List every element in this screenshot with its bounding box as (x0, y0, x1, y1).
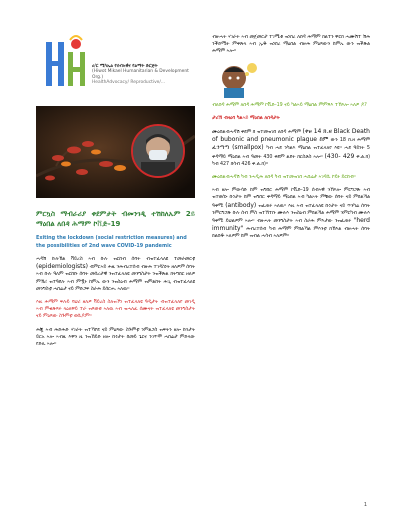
left-p1-text-b: ብምርኣይ ሕዚ ንሕብረተሰብ ብዙሕ ተገዳስነት ዘለዎም ሰባት ኣብ ኩሉ ዓለም ዝርከቡ ሰባት መሰረታዊ ንዝተፈላለዩ መንግስታት ንዝቕጽል ክትግበር ዘለዎ ምኽሪ ዝተዓደሉ ኣብ ምዃኑ ከምኡ ውን ንዝስዕብ ሕማም ዝምልከት ሕጊ ብዝተፈላለዩ መንግስቲ ሓበሬታ ናይ ምድጋፍ ስራሕ ይሰርሑ ኣለዉ። (36, 265, 196, 292)
hero-image (36, 106, 195, 198)
left-paragraph-2: እዚ ሕማም ፍሉይ ባህሪ ዘለዎ ቫይረስ ስለዝኾነ ዝተፈላለዩ ዓዲታት ብዝተፈላለየ መገዲ ኣብ ምቁጽጻሩ ላዕለዋይ ተራ ዝጻወቱ ኣለዉ ኣብ ዝሓለፈ ሰሙናት ዝተፈላለዩ መንግስታት ናይ ምዕጻው ስጉምቲ ወሲዶም። (36, 300, 195, 320)
right-p4-text-c: ካብ ሓደ ንካልእ ማዕበል ዝተፈላለየ እዩ። ሓደ ዓይነት 5 ቀዳማይ ማዕበል ኣብ ዓመት 430 ቀደም ልደት ክርስቶስ ኣሎ። (212, 146, 370, 160)
right-paragraph-2: ብለበዳ ሕማም ለበዳ ሕማም ኮቪድ-19 ናይ ካልኣይ ማዕበል ምምጻእ ተኽእሎ ኣለዎ ዶ? (212, 102, 367, 108)
left-column (36, 34, 195, 348)
right-column (212, 34, 370, 241)
org-name-line2: (Hiwot Mikael Humanitarian & Development Org.) (92, 69, 189, 80)
organization-logo (36, 34, 195, 106)
thinking-person-icon (214, 60, 260, 98)
right-p4-number: (430- 429 (324, 152, 355, 160)
right-p4-text-b: ውን 18 ክ.ዘ ሕማም (330, 138, 371, 144)
organization-name (92, 64, 195, 86)
right-p6-english-2: "herd immunity" (212, 217, 370, 233)
document-subtitle: Exiting the lockdown (social restriction measures) and the possibilities of 2nd wave COVID-19 pandemic (36, 235, 187, 249)
document-title: ምርኳስ ማብራሪያ ቀደምታት ብመንገዲ ተሽከለኡም 2ይ ማዕበል ለበዳ ሕማም ኮቪድ-19 (36, 210, 195, 228)
left-paragraph-3: ሕጂ ኣብ ሕድሕድ ሃገራት ዝተኻየደ ናይ ምዕጻው ስጉምቲ ንምልጋስ ዝፍትን ዘሎ ኩነታት ይርአ ኣሎ ኣብዚ እዋን ዚ ንዝኸይድ ዘሎ ኩነታት ከመይ ጌርና ንገጥሞ ሓበሬታ ምድላው የድሊ ኣሎ። (36, 327, 195, 348)
right-p4-english-1: (ቀፀ 14 ክ.ዘ Black Death of bubonic and pneumonic plague ከም (212, 128, 370, 144)
right-paragraph-5: ሙዕበልብሓዳሽ ካብ ንሓዲሕ ለበዳ ካብ ዝተመዝገበ ሓበሬታ ኣገዳሲ ኮይኑ ይርከብ። (212, 175, 356, 181)
right-p6-text-b: ዝፈጠሩ ኣለዉ። እዚ ኣብ ዝተፈላለዩ ኩነታት ናይ ጥንካሬ ሰባት ንምርግጋጽ ኩሉ ሰብ ምስ ዝተኽተቡ ሙሉእ ንዝስዕብ ምክልኻል ሕማም ንምርካብ ሙሉእ ዓቅሚ ይህልዎም ኣሎ። ብዙሓት መንግስታት ኣብ ስራሕ ምእታው ንዝፈጠሩ (212, 203, 370, 225)
right-p6-english-1: (antibody) (225, 201, 257, 209)
right-p6-text-a: ኣብ ዘሎ ምውሳድ ከም ዝግበር ሕማም ኮቪድ-19 ሰብኣዊ ንኽእሎ ምርግጋጽ ኣብ ዝተወሰኑ ኩነታት ከም ዝግበር ቀዳማይ ማዕበል ኣብ ካልኦት ምቹው ሰባት ናይ ምክልኻል ዓቅሚ (212, 188, 370, 209)
right-paragraph-6 (212, 187, 370, 240)
right-p4-text-d: ቅ.ል.ክ) ካብ 427 ክሳብ 426 ቀ.ል.ክ)። (212, 154, 370, 167)
right-p4-english-2: ፈንጣጣ (smallpox) (212, 144, 264, 152)
left-p1-english: (epidemiologists) (36, 263, 88, 271)
right-p4-text-a: ሙዕበልብሓዳሽ ቀደም ክ ዝተመዝገበ ለበዳ ሕማም (212, 130, 301, 136)
thinking-person-illustration (212, 60, 370, 102)
hmh-logo-mark (44, 34, 92, 94)
right-paragraph-4 (212, 128, 370, 168)
right-p6-text-c: ሕብረተሰብ ካብ ሕማም ምክልኻል ምእንቲ ክኽእል ብዙሓት ሰባት ክልበዱ ኣለዎም ከም ዝብል ሓሳብ ኣለዎም። (212, 227, 370, 240)
page-number: 1 (363, 502, 367, 508)
masked-person-photo (131, 124, 185, 178)
org-name-line1: ሀ/ር ሚካኤል የሰብአዊና የልማት ድርጅት (92, 64, 158, 69)
left-paragraph-1 (36, 256, 195, 293)
right-paragraph-1: ብዙሓት ሃገራት ኣብ መጀመርታ ተገሚቱ ዝነበረ ለበዳ ሕማም ክልተን ዋርክ ሓሙሽተ ሽሕ ንቕድሚት ምቅጽላ ኣብ ኢዱ ዝነበረ ማዕበል ብዙሕ ምዕጻውን ከምኡ ውን ዝቕጽል ሕማም ኣሎ። (212, 35, 370, 55)
right-section-heading: ታሪኽ ብዛዕባ ካልኣይ ማዕበል ለበዳታት (212, 115, 280, 121)
left-p1-text-a: ሓዳሽ ኩሉኽል ቫይረስ ኣብ ኩሉ ዝርከብ ሰባት ብዝተፈላለዩ ተመራመርቲ (36, 257, 195, 262)
org-name-line3: HealthAdvocacy/ Reproductive/... (92, 80, 166, 86)
